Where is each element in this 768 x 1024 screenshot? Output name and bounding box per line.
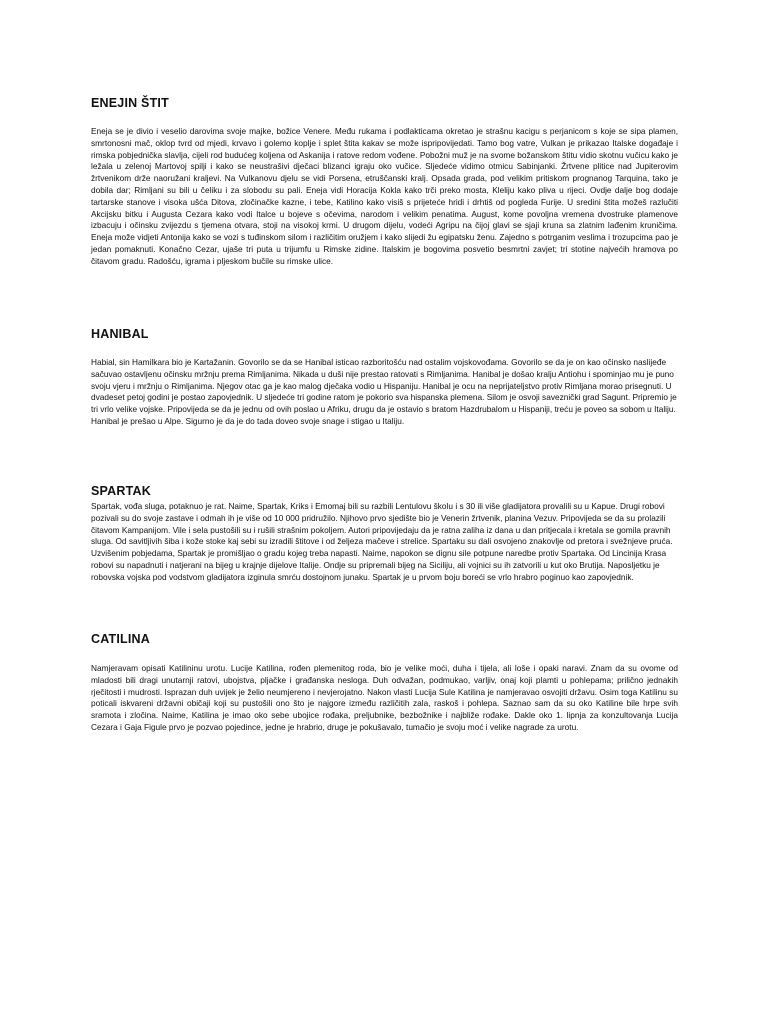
section-body: Eneja se je divio i veselio darovima svoje majke, božice Venere. Među rukama i podlakticama okretao je strašnu kacigu s perjanicom s koje se sipa plamen, smrtonosni mač, oklop tvrd od mjedi, krvavo i golemo koplje i splet štita kakav se može ispripovijedati. Tamo bog vatre, Vulkan je prikazao Italske događaje i rimska pobjednička slavlja, cijeli rod budućeg koljena od Askanija i ratove redom vođene. Pobožni muž je na svome božanskom štitu vidio skotnu vučicu kako je ležala u zelenoj Martovoj spilji i kako se neustrašivi dječaci blizanci igraju oko vučice. Sljedeće vidimo otmicu Sabinjanki. Žrtvene plitice nad Jupiterovim žrtvenikom drže naoružani kraljevi. Na Vulkanovu djelu se vidi Porsena, etruščanski kralj. Opsada grada, pod velikim pritiskom prognanog Tarquina, tako je dobila dar; Rimljani su bili u čeliku i za slobodu su pali. Eneja vidi Horacija Kokla kako trči preko mosta, Kleliju kako pliva u rijeci. Ovdje dalje bog dodaje tartarske stanove i visoka ušća Ditova, zločinačke kazne, i tebe, Katilino kako visiš s prijeteće hridi i drhtiš od pogleda Furije. U sredini štita možeš razlučiti Akcijsku bitku i Augusta Cezara kako vodi Italce u bojeve s očevima, narodom i velikim penatima. August, kome povoljna vremena dvostruke plamenove izbacuju i očinsku zvijezdu s tjemena otvara, stoji na visokoj krmi. U drugom dijelu, vodeći Agripu na čijoj glavi se sjaji kruna sa zlatnim lađenim kruničima. Eneja može vidjeti Antonija kako se vozi s tuđinskom silom i različitim oružjem i kako slijedi žu egipatsku ženu. Zajedno s potrganim veslima i trozupcima pao je jedan pomaknuti. Konačno Cezar, ujaše tri puta u trijumfu u Rimske zidine. Italskim je bogovima posvetio besmrtni zavjet; tri stotine najvećih hramova po čitavom gradu. Radošću, igrama i pljeskom bučile su rimske ulice. [91, 126, 678, 266]
section-spartak [91, 484, 678, 584]
section-body: Habial, sin Hamilkara bio je Kartažanin. Govorilo se da se Hanibal isticao razboritošću nad ostalim vojskovođama. Govorilo se da je on kao očinsko naslijeđe sačuvao ostavljenu očinsku mržnju prema Rimljanima. Nikada u duši nije prestao ratovati s Rimljanima. Hanibal je došao kralju Antiohu i spominjao mu je puno svoju vjeru i mržnju o Rimljanima. Njegov otac ga je kao malog dječaka vodio u Hispaniju. Hanibal je ocu na neprijateljstvo protiv Rimljana morao prisegnuti. U dvadeset petoj godini je postao zapovjednik. U sljedeće tri godine ratom je pokorio sva hispanska plemena. Silom je osvoji saveznički grad Sagunt. Pripremio je tri vrlo velike vojske. Pripovijeda se da je jednu od ovih poslao u Afriku, drugu da je ostavio s bratom Hazdrubalom u Hispaniji, treću je poveo sa sobom u Italiju. Hanibal je prešao u Alpe. Sigurno je da je do tada doveo svoje snage i stigao u Italiju. [91, 357, 677, 426]
section-body: Spartak, vođa sluga, potaknuo je rat. Naime, Spartak, Kriks i Emomaj bili su razbili Lentulovu školu i s 30 ili više gladijatora provalili su u Kapue. Drugi robovi pozivali su do svoje zastave i odmah ih je više od 10 000 pridružilo. Njihovo prvo sjedište bio je Venerin žrtvenik, planina Vezuv. Pripovijeda se da su prolazili čitavom Kampanijom. Vile i sela pustošili su i rušili strašnim pokoljem. Autori pripovijedaju da je ratna zaliha iz dana u dan pritjecala i kretala se gomila pravnih sluga. Od savitljivih šiba i kože stoke kaj sebi su izradili štitove i od željeza mačeve i strelice. Spartaku su dali osvojeno znakovlje od pretora i svežnjeve pruća. Uzvišenim pobjedama, Spartak je promišljao o gradu kojeg treba napasti. Naime, napokon se dignu sile potpune naredbe protiv Spartaka. Od Lincinija Krasa robovi su napadnuti i natjerani na bijeg u krajnje dijelove Italije. Ondje su pripremali bijeg na Siciliju, ali vojnici su ih zatvorili u kut oko Brutija. Naposljetku je robovska vojska pod vodstvom gladijatora izginula smrću dostojnom junaku. Spartak je u prvom boju boreći se vrlo hrabro poginuo kao zapovjednik. [91, 501, 673, 582]
section-title: SPARTAK [91, 484, 151, 498]
section-title: CATILINA [91, 632, 150, 646]
section-body: Namjeravam opisati Katilininu urotu. Lucije Katilina, rođen plemenitog roda, bio je velike moći, duha i tijela, ali loše i opaki naravi. Znam da su ovome od mladosti bili dragi unutarnji ratovi, ubojstva, pljačke i građanska nesloga. Duh odvažan, podmukao, varljiv, onaj koji plamti u pohlepama; prilično jednakih rječitosti i mudrosti. Isprazan duh uvijek je želio neumjereno i nevjerojatno. Nakon vlasti Lucija Sule Katilina je namjeravao osvojiti državu. Osim toga Katilinu su poticali iskvareni državni običaji koji su pustošili ono što je najgore između različitih zala, raskoš i pohlepa. Saznao sam da su oko Katiline bile hrpe svih sramota i zločina. Naime, Katilina je imao oko sebe ubojice rođaka, preljubnike, bezbožnike i najbliže rođake. Dakle oko 1. lipnja za konzultovanja Lucija Cezara i Gaja Figule prvo je pozvao pojedince, jedne je hrabrio, druge je pokušavalo, tumačio je svoju moć i velike nagrade za urotu. [91, 663, 678, 732]
section-enejin-stit [91, 96, 678, 268]
section-title: ENEJIN ŠTIT [91, 96, 169, 110]
section-hanibal [91, 327, 678, 428]
section-title: HANIBAL [91, 327, 149, 341]
section-catilina [91, 632, 678, 734]
